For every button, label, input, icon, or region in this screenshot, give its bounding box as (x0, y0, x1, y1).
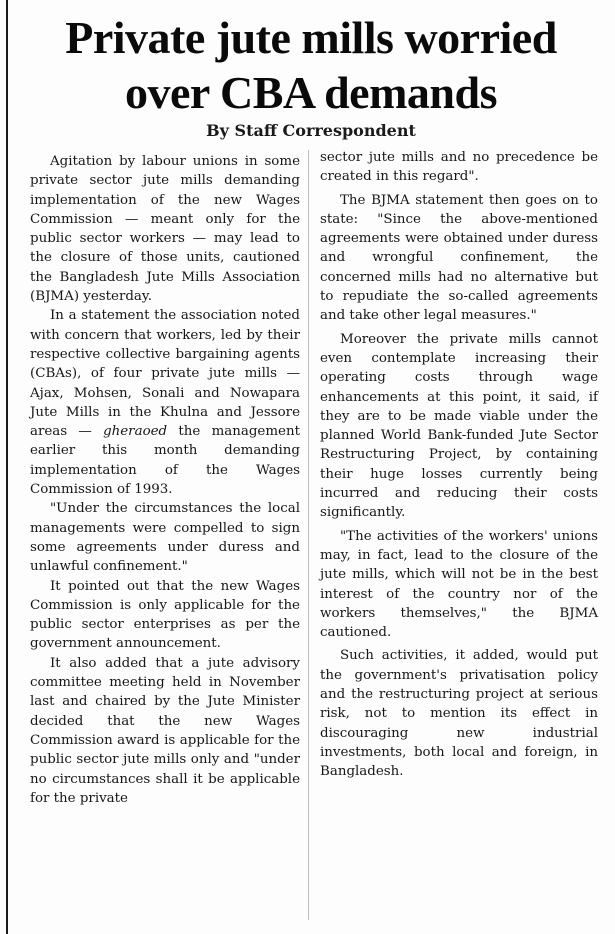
paragraph (30, 306, 300, 499)
paragraph: Such activities, it added, would put the government's privatisation policy and the restructuring project at serious risk, not to mention its effect in discouraging new industrial investments, both local and foreign, in Bangladesh. (320, 648, 598, 780)
paragraph: It also added that a jute advisory committee meeting held in November last and chaired by the Jute Minister decided that the new Wages Commission award is applicable for the public sector jute mills only and "under no circumstances shall it be applicable for the private (30, 655, 300, 806)
column-divider (308, 150, 309, 920)
paragraph-continued: sector jute mills and no precedence be created in this regard". (320, 150, 598, 185)
paragraph: "Under the circumstances the local managements were compelled to sign some agreements under duress and unlawful confinement." (30, 501, 300, 575)
paragraph: Moreover the private mills cannot even contemplate increasing their operating costs through wage enhancements at this point, it said, if they are to be made viable under the planned World Bank-funded Jute Sector Restructuring Project, by containing their huge losses currently being incurred and reducing their costs significantly. (320, 331, 598, 521)
headline-line-2: over CBA demands (125, 67, 497, 118)
paragraph: The BJMA statement then goes on to state: "Since the above-mentioned agreements were obtained under duress and wrongful confinement, the concerned mills had no alternative but to repudiate the so-called agreements and take other legal measures." (320, 192, 598, 324)
paragraph: It pointed out that the new Wages Commission is only applicable for the public sector enterprises as per the government announcement. (30, 578, 300, 652)
paragraph-text: the management earlier this month demanding implementation of the Wages Commission of 1993. (30, 424, 300, 498)
paragraph-text: In a statement the association noted with concern that workers, led by their respective collective bargaining agents (CBAs), of four private jute mills — Ajax, Mohsen, Sonali and Nowapara Jute Mills in the Khulna and Jessore areas — (30, 308, 300, 440)
paragraph: "The activities of the workers' unions may, in fact, lead to the closure of the jute mills, which will not be in the best interest of the country nor of the workers themselves," the BJMA cautioned. (320, 528, 598, 641)
italic-term: gheraoed (103, 424, 168, 440)
left-border-rule (6, 0, 8, 934)
article-column-right (320, 148, 598, 782)
headline-line-1: Private jute mills worried (65, 12, 557, 63)
byline: By Staff Correspondent (206, 121, 416, 140)
article-column-left (30, 152, 300, 808)
paragraph: Agitation by labour unions in some private sector jute mills demanding implementation of the new Wages Commission — meant only for the public sector workers — may lead to the closure of those units, cautioned the Bangladesh Jute Mills Association (BJMA) yesterday. (30, 154, 300, 305)
headline (16, 10, 606, 120)
